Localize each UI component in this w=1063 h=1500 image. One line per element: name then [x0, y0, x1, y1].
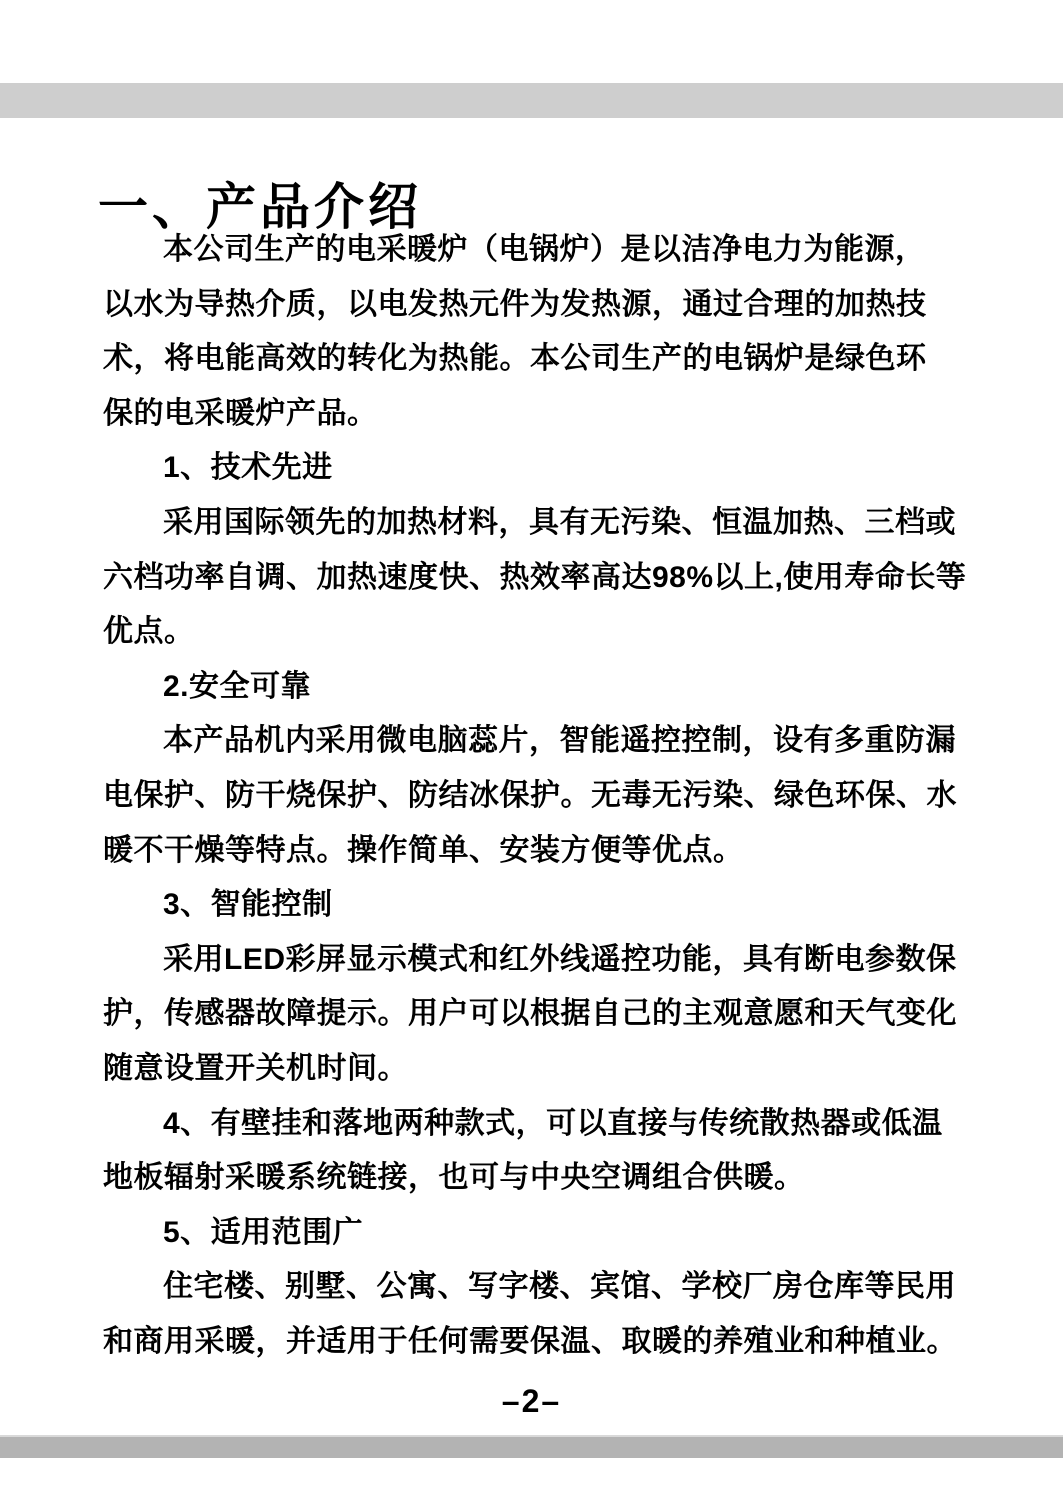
text-line: 采用国际领先的加热材料，具有无污染、恒温加热、三档或: [163, 505, 956, 539]
text-line: 地板辐射采暖系统链接，也可与中央空调组合供暖。: [103, 1161, 805, 1195]
page-number: –2–: [501, 1383, 562, 1419]
text-line: 暖不干燥等特点。操作简单、安装方便等优点。: [103, 833, 744, 867]
text-line: 六档功率自调、加热速度快、热效率高达98%以上,使用寿命长等: [103, 560, 967, 594]
section-heading: 3、智能控制: [163, 888, 333, 922]
text-line: 4、有壁挂和落地两种款式，可以直接与传统散热器或低温: [163, 1106, 943, 1140]
text-line: 本公司生产的电采暖炉（电锅炉）是以洁净电力为能源，: [163, 233, 926, 266]
text-line: 保的电采暖炉产品。: [103, 396, 378, 430]
text-line: 护，传感器故障提示。用户可以根据自己的主观意愿和天气变化: [103, 997, 957, 1031]
text-line: 住宅楼、别墅、公寓、写字楼、宾馆、学校厂房仓库等民用: [163, 1270, 956, 1304]
section-heading: 1、技术先进: [163, 451, 333, 485]
text-line: 随意设置开关机时间。: [103, 1051, 408, 1085]
section-heading: 5、适用范围广: [163, 1215, 364, 1249]
bottom-divider-bar: [0, 1435, 1063, 1458]
text-line: 采用LED彩屏显示模式和红外线遥控功能，具有断电参数保: [163, 942, 957, 976]
section-heading: 2.安全可靠: [163, 669, 312, 703]
text-line: 电保护、防干烧保护、防结冰保护。无毒无污染、绿色环保、水: [103, 778, 957, 812]
text-line: 优点。: [103, 615, 195, 649]
text-line: 本产品机内采用微电脑蕊片，智能遥控控制，设有多重防漏: [163, 724, 956, 758]
document-body: [103, 223, 967, 1369]
top-divider-bar: [0, 83, 1063, 118]
text-line: 和商用采暖，并适用于任何需要保温、取暖的养殖业和种植业。: [103, 1324, 957, 1358]
text-line: 术，将电能高效的转化为热能。本公司生产的电锅炉是绿色环: [103, 342, 927, 376]
text-line: 以水为导热介质，以电发热元件为发热源，通过合理的加热技: [103, 287, 927, 321]
page-title: 一、产品介绍: [98, 178, 422, 235]
